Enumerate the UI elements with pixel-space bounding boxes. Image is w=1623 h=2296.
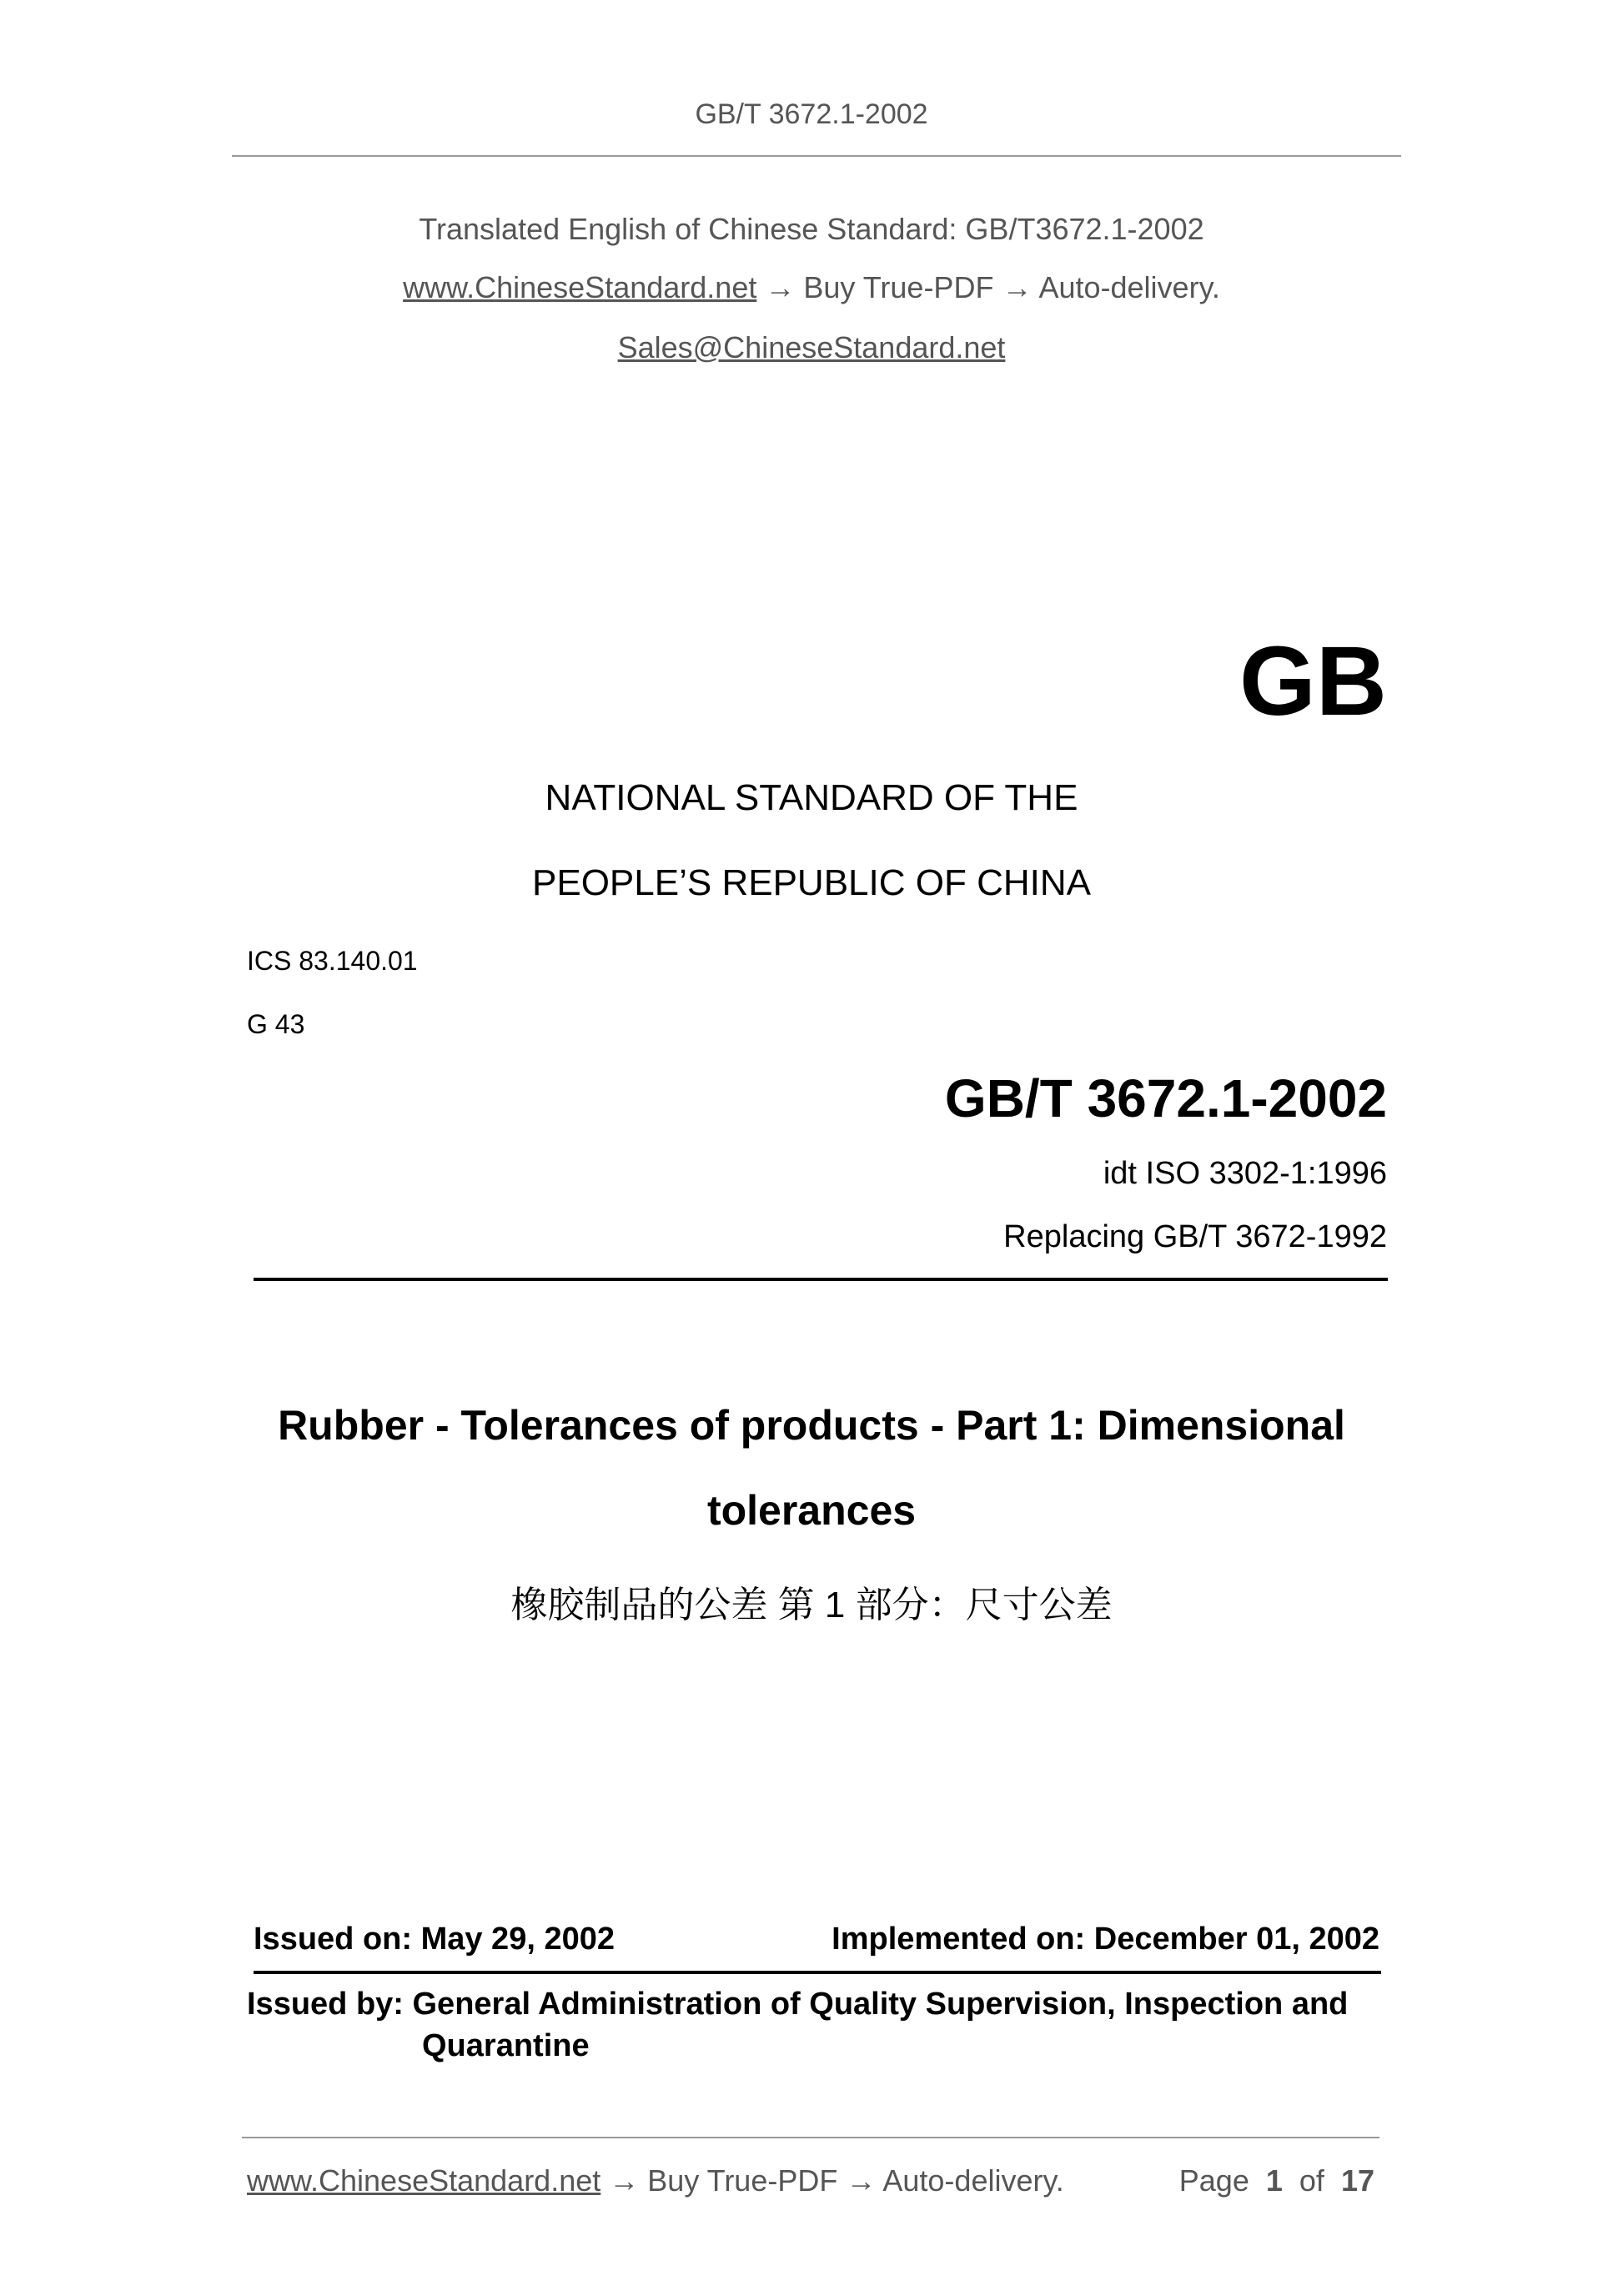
implemented-on-date: Implemented on: December 01, 2002 [832, 1922, 1379, 1957]
running-header: GB/T 3672.1-2002 [695, 98, 928, 130]
page-of-label: of [1299, 2163, 1324, 2198]
arrow-right-icon: → [765, 270, 796, 304]
footer-divider [242, 2137, 1379, 2138]
translated-notice: Translated English of Chinese Standard: GB/T3672.1-2002 [419, 212, 1204, 246]
website-link[interactable]: www.ChineseStandard.net [403, 270, 757, 304]
email-link[interactable]: Sales@ChineseStandard.net [617, 330, 1006, 364]
footer-buy-true-pdf-text: Buy True-PDF [647, 2163, 838, 2198]
page-indicator [1179, 2163, 1374, 2198]
issued-on-date: Issued on: May 29, 2002 [254, 1922, 615, 1957]
page-label: Page [1178, 2163, 1249, 2198]
arrow-right-icon: → [846, 2163, 877, 2198]
email-line [0, 330, 1623, 365]
document-title-line-1: Rubber - Tolerances of products - Part 1: Dimensional [278, 1402, 1345, 1449]
auto-delivery-text: Auto-delivery. [1038, 270, 1220, 304]
promo-line [0, 270, 1623, 305]
footer-website-link[interactable]: www.ChineseStandard.net [247, 2163, 601, 2198]
buy-true-pdf-text: Buy True-PDF [803, 270, 994, 304]
ics-code: ICS 83.140.01 [247, 946, 418, 976]
arrow-right-icon: → [1002, 270, 1033, 304]
standard-number: GB/T 3672.1-2002 [944, 1068, 1387, 1128]
document-title-line-2: tolerances [706, 1487, 917, 1534]
footer-promo [247, 2163, 1064, 2198]
issued-by-line-2: Quarantine [422, 2028, 590, 2063]
page-total: 17 [1340, 2163, 1374, 2198]
gb-logo-mark: GB [1239, 626, 1387, 736]
footer-auto-delivery-text: Auto-delivery. [882, 2163, 1064, 2198]
page-number: 1 [1265, 2163, 1283, 2198]
issued-by-line-1: Issued by: General Administration of Quality Supervision, Inspection and [247, 1987, 1349, 2022]
national-standard-line-2: PEOPLE’S REPUBLIC OF CHINA [532, 862, 1091, 903]
idt-reference: idt ISO 3302-1:1996 [1103, 1156, 1387, 1191]
title-divider [254, 1278, 1388, 1281]
ccs-code: G 43 [247, 1009, 305, 1039]
replacing-standard: Replacing GB/T 3672-1992 [1003, 1219, 1387, 1254]
header-divider [232, 155, 1401, 157]
document-title-chinese: 橡胶制品的公差 第 1 部分：尺寸公差 [510, 1585, 1113, 1625]
dates-divider [254, 1971, 1381, 1974]
arrow-right-icon: → [609, 2163, 640, 2198]
national-standard-line-1: NATIONAL STANDARD OF THE [545, 777, 1078, 818]
